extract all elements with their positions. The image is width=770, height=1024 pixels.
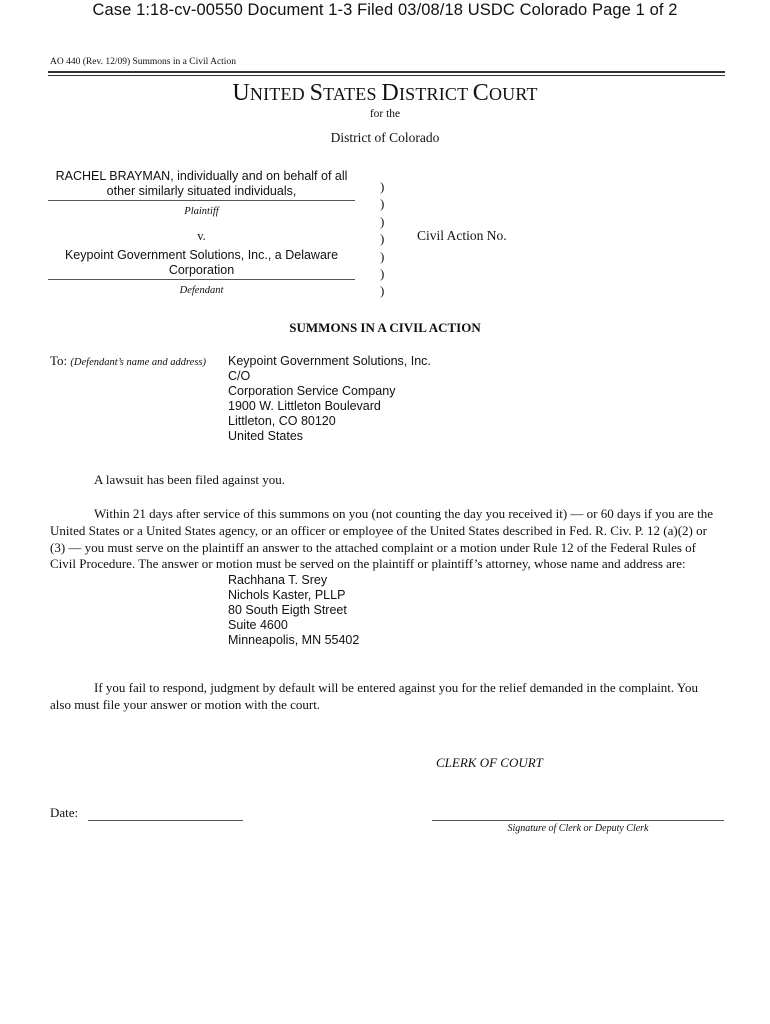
address-line: United States xyxy=(228,429,304,443)
court-title-part: S xyxy=(309,80,324,106)
signature-caption: Signature of Clerk or Deputy Clerk xyxy=(507,823,649,834)
address-line: Minneapolis, MN 55402 xyxy=(228,633,360,647)
form-id: AO 440 (Rev. 12/09) Summons in a Civil Action xyxy=(50,57,236,67)
response-deadline-paragraph: Within 21 days after service of this summons on you (not counting the day you received it) — or 60 days if you are the United States or a United States agency, or an officer or employee of the United States described in Fed. R. Civ. P. 12 (a)(2) or (3) — you must serve on the plaintiff an answer to the attached complaint or a motion under Rule 12 of the Federal Rules of Civil Procedure. The answer or motion must be served on the plaintiff or plaintiff’s attorney, whose name and address are: xyxy=(50,506,713,572)
address-line: 1900 W. Littleton Boulevard xyxy=(228,399,381,413)
clerk-of-court: CLERK OF COURT xyxy=(436,755,543,770)
court-title-part: ISTRICT xyxy=(398,84,473,104)
address-line: Corporation Service Company xyxy=(228,384,396,398)
address-line: Nichols Kaster, PLLP xyxy=(228,588,346,602)
defendant-names xyxy=(48,248,355,278)
to-text: To: xyxy=(50,353,68,368)
to-hint: (Defendant’s name and address) xyxy=(70,357,207,368)
court-title-part: TATES xyxy=(323,84,382,104)
to-label xyxy=(50,353,206,369)
caption-parens xyxy=(380,178,384,300)
paren: ) xyxy=(380,266,385,282)
attorney-address xyxy=(228,573,359,648)
defendant-label: Defendant xyxy=(179,285,224,296)
defendant-address xyxy=(228,354,431,444)
address-line: Littleton, CO 80120 xyxy=(228,414,336,428)
paren: ) xyxy=(380,248,385,264)
paren: ) xyxy=(380,179,385,194)
address-line: 80 South Eigth Street xyxy=(228,603,347,617)
address-line: Rachhana T. Srey xyxy=(228,573,328,587)
header-rule-thin xyxy=(48,75,725,76)
lawsuit-filed-paragraph: A lawsuit has been filed against you. xyxy=(94,472,285,487)
paren: ) xyxy=(380,213,385,229)
defendant-line: Keypoint Government Solutions, Inc., a Delaware xyxy=(64,248,339,262)
case-stamp: Case 1:18-cv-00550 Document 1-3 Filed 03/08/18 USDC Colorado Page 1 of 2 xyxy=(92,1,678,19)
plaintiff-label: Plaintiff xyxy=(184,206,219,217)
defendant-line: Corporation xyxy=(168,263,235,277)
plaintiff-line: RACHEL BRAYMAN, individually and on behalf of all xyxy=(55,169,348,183)
court-title-part: OURT xyxy=(488,84,538,104)
for-the: for the xyxy=(369,108,401,120)
plaintiff-line: other similarly situated individuals, xyxy=(106,184,297,198)
address-line: C/O xyxy=(228,369,251,383)
court-title xyxy=(0,80,770,107)
address-line: Keypoint Government Solutions, Inc. xyxy=(228,354,431,368)
paren: ) xyxy=(380,283,385,299)
district-name: District of Colorado xyxy=(330,130,440,145)
summons-title: SUMMONS IN A CIVIL ACTION xyxy=(289,320,481,335)
court-title-part: U xyxy=(232,80,250,106)
civil-action-label: Civil Action No. xyxy=(417,228,507,243)
court-title-part: NITED xyxy=(249,84,310,104)
header-rule-thick xyxy=(48,71,725,73)
paren: ) xyxy=(380,196,385,212)
defendant-underline xyxy=(48,279,355,280)
court-title-part: D xyxy=(381,80,399,106)
plaintiff-underline xyxy=(48,200,355,201)
plaintiff-names xyxy=(48,169,355,199)
address-line: Suite 4600 xyxy=(228,618,288,632)
default-warning-paragraph: If you fail to respond, judgment by default will be entered against you for the relief demanded in the complaint. You also must file your answer or motion with the court. xyxy=(50,680,698,712)
versus: v. xyxy=(197,229,206,243)
signature-line xyxy=(432,820,724,821)
court-title-part: C xyxy=(472,80,489,106)
date-label: Date: xyxy=(50,805,79,820)
paren: ) xyxy=(380,231,385,247)
date-line xyxy=(88,820,243,821)
